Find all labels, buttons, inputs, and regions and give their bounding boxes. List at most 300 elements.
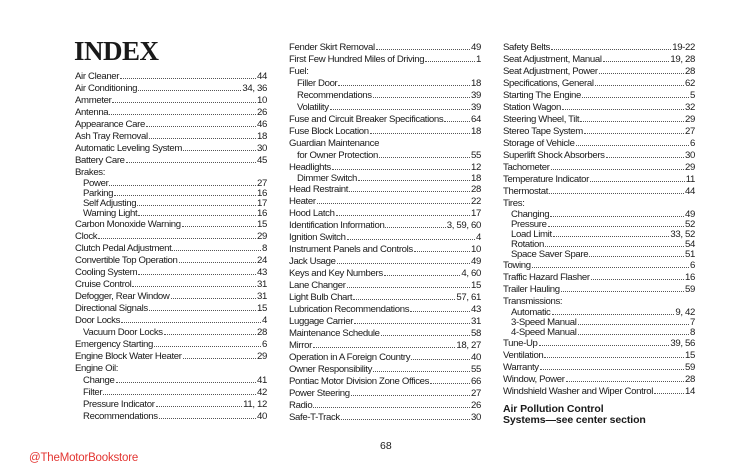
entry-label: Pressure Indicator <box>83 399 155 410</box>
entry-label: Vacuum Door Locks <box>83 327 163 338</box>
entry-label: Emergency Starting <box>75 339 153 350</box>
entry-label: Starting The Engine <box>503 90 581 101</box>
index-entry <box>75 387 267 399</box>
dot-leader <box>116 382 257 383</box>
entry-label: Door Locks <box>75 315 121 326</box>
entry-page: 52 <box>685 219 695 230</box>
entry-label: Radio <box>289 400 313 411</box>
entry-label: Directional Signals <box>75 303 148 314</box>
index-entry <box>503 66 695 78</box>
dot-leader <box>358 180 470 181</box>
dot-leader <box>98 238 256 239</box>
index-entry <box>503 162 695 174</box>
entry-page: 8 <box>262 243 267 254</box>
entry-label: Battery Care <box>75 155 125 166</box>
dot-leader <box>381 335 470 336</box>
dot-leader <box>532 267 689 268</box>
index-entry <box>75 327 267 339</box>
entry-page: 15 <box>257 219 267 230</box>
entry-label: Safety Belts <box>503 42 550 53</box>
dot-leader <box>354 323 470 324</box>
index-entry <box>289 328 481 340</box>
entry-label: Fuse Block Location <box>289 126 369 137</box>
index-entry <box>289 292 481 304</box>
entry-page: 11 <box>685 174 695 185</box>
dot-leader <box>552 314 675 315</box>
index-entry <box>75 155 267 167</box>
entry-label: Heater <box>289 196 316 207</box>
entry-label: Fuse and Circuit Breaker Specifications <box>289 114 444 125</box>
entry-label: Light Bulb Chart <box>289 292 353 303</box>
entry-page: 15 <box>471 280 481 291</box>
entry-page: 28 <box>685 374 695 385</box>
entry-label: Ash Tray Removal <box>75 131 148 142</box>
entry-page: 3, 59, 60 <box>446 220 481 231</box>
entry-page: 66 <box>471 376 481 387</box>
index-entry <box>289 66 481 78</box>
entry-label: Instrument Panels and Controls <box>289 244 413 255</box>
index-entry <box>75 399 267 411</box>
entry-label: Head Restraint <box>289 184 349 195</box>
entry-label: Tachometer <box>503 162 550 173</box>
entry-page: 49 <box>471 42 481 53</box>
page-number: 68 <box>380 440 392 452</box>
entry-page: 16 <box>257 188 267 199</box>
dot-leader <box>590 181 685 182</box>
dot-leader <box>313 407 470 408</box>
entry-page: 44 <box>685 186 695 197</box>
index-entry <box>503 42 695 54</box>
index-entry <box>289 90 481 102</box>
entry-page: 34, 36 <box>242 83 267 94</box>
entry-label: Change <box>83 375 115 386</box>
dot-leader <box>336 215 470 216</box>
entry-label: Ammeter <box>75 95 112 106</box>
entry-label: Safe-T-Track <box>289 412 340 423</box>
entry-page: 29 <box>257 231 267 242</box>
entry-label: Ignition Switch <box>289 232 346 243</box>
entry-page: 29 <box>685 162 695 173</box>
index-entry <box>289 184 481 196</box>
dot-leader <box>578 334 689 335</box>
dot-leader <box>112 102 256 103</box>
dot-leader <box>544 357 684 358</box>
dot-leader <box>103 394 256 395</box>
dot-leader <box>172 250 261 251</box>
dot-leader <box>332 169 470 170</box>
entry-label: Window, Power <box>503 374 565 385</box>
dot-leader <box>149 138 256 139</box>
index-entry <box>75 119 267 131</box>
entry-page: 40 <box>471 352 481 363</box>
index-entry <box>75 243 267 255</box>
entry-label: Clock <box>75 231 98 242</box>
dot-leader <box>347 239 475 240</box>
index-entry <box>289 196 481 208</box>
entry-page: 62 <box>685 78 695 89</box>
entry-page: 33, 52 <box>670 229 695 240</box>
index-entry <box>75 107 267 119</box>
index-entry <box>503 126 695 138</box>
index-entry <box>75 351 267 363</box>
dot-leader <box>589 256 684 257</box>
entry-label: Load Limit <box>511 229 552 240</box>
entry-label: Ventilation <box>503 350 544 361</box>
index-entry <box>75 71 267 83</box>
index-entry <box>503 374 695 386</box>
entry-page: 27 <box>685 126 695 137</box>
dot-leader <box>138 215 256 216</box>
dot-leader <box>551 169 684 170</box>
entry-page: 32 <box>685 102 695 113</box>
dot-leader <box>109 185 256 186</box>
entry-page: 16 <box>257 208 267 219</box>
entry-label: Dimmer Switch <box>297 173 357 184</box>
index-entry <box>75 375 267 387</box>
dot-leader <box>313 347 455 348</box>
entry-page: 45 <box>257 155 267 166</box>
entry-page: 15 <box>685 350 695 361</box>
dot-leader <box>159 418 256 419</box>
dot-leader <box>582 97 689 98</box>
entry-label: Automatic <box>511 307 551 318</box>
dot-leader <box>156 406 243 407</box>
dot-leader <box>351 395 470 396</box>
dot-leader <box>379 157 470 158</box>
entry-page: 55 <box>471 150 481 161</box>
entry-page: 28 <box>685 66 695 77</box>
entry-label: Superlift Shock Absorbers <box>503 150 605 161</box>
index-entry <box>503 78 695 90</box>
entry-label: Self Adjusting <box>83 198 137 209</box>
entry-page: 30 <box>471 412 481 423</box>
entry-page: 31 <box>257 291 267 302</box>
page-title: INDEX <box>74 36 159 66</box>
dot-leader <box>183 358 256 359</box>
entry-page: 41 <box>257 375 267 386</box>
entry-page: 6 <box>690 260 695 271</box>
dot-leader <box>591 279 684 280</box>
entry-page: 44 <box>257 71 267 82</box>
dot-leader <box>114 195 256 196</box>
dot-leader <box>330 109 470 110</box>
entry-page: 1 <box>476 54 481 65</box>
entry-label: Pressure <box>511 219 547 230</box>
dot-leader <box>149 310 256 311</box>
index-entry <box>289 232 481 244</box>
entry-label: Jack Usage <box>289 256 336 267</box>
index-entry <box>289 42 481 54</box>
entry-label: Recommendations <box>297 90 372 101</box>
entry-page: 7 <box>690 317 695 328</box>
entry-page: 43 <box>257 267 267 278</box>
dot-leader <box>138 274 256 275</box>
index-entry <box>289 412 481 424</box>
entry-label: Headlights <box>289 162 331 173</box>
index-entry <box>503 138 695 150</box>
index-entry <box>75 143 267 155</box>
entry-label: Stereo Tape System <box>503 126 583 137</box>
note-line: Systems—see center section <box>503 414 646 426</box>
entry-page: 64 <box>471 114 481 125</box>
entry-page: 19-22 <box>672 42 695 53</box>
entry-label: Operation in A Foreign Country <box>289 352 411 363</box>
entry-page: 9, 42 <box>675 307 695 318</box>
entry-page: 31 <box>471 316 481 327</box>
dot-leader <box>183 150 256 151</box>
index-entry <box>289 352 481 364</box>
entry-page: 59 <box>685 362 695 373</box>
index-entry <box>75 83 267 95</box>
entry-page: 26 <box>257 107 267 118</box>
entry-label: Filler Door <box>297 78 338 89</box>
index-entry <box>503 350 695 362</box>
index-entry <box>75 303 267 315</box>
entry-label: Identification Information <box>289 220 385 231</box>
dot-leader <box>550 216 684 217</box>
entry-label: Lane Changer <box>289 280 346 291</box>
dot-leader <box>109 114 256 115</box>
index-entry <box>289 114 481 126</box>
dot-leader <box>337 263 470 264</box>
entry-page: 24 <box>257 255 267 266</box>
dot-leader <box>132 286 256 287</box>
entry-label: First Few Hundred Miles of Driving <box>289 54 425 65</box>
entry-label: Windshield Washer and Wiper Control <box>503 386 654 397</box>
dot-leader <box>126 162 256 163</box>
index-entry <box>503 386 695 398</box>
dot-leader <box>341 419 470 420</box>
entry-page: 57, 61 <box>456 292 481 303</box>
dot-leader <box>566 381 684 382</box>
entry-label: Space Saver Spare <box>511 249 589 260</box>
entry-page: 18 <box>257 131 267 142</box>
index-entry <box>503 186 695 198</box>
entry-page: 22 <box>471 196 481 207</box>
entry-label: Changing <box>511 209 550 220</box>
dot-leader <box>430 383 470 384</box>
index-entry <box>289 150 481 162</box>
dot-leader <box>576 145 689 146</box>
entry-label: Convertible Top Operation <box>75 255 178 266</box>
index-entry <box>503 328 695 338</box>
entry-label: 4-Speed Manual <box>511 327 577 338</box>
entry-label: Tune-Up <box>503 338 538 349</box>
entry-page: 11, 12 <box>243 399 267 410</box>
entry-label: Maintenance Schedule <box>289 328 380 339</box>
dot-leader <box>154 346 261 347</box>
index-entry <box>503 260 695 272</box>
index-entry <box>503 250 695 260</box>
entry-page: 30 <box>685 150 695 161</box>
dot-leader <box>164 334 256 335</box>
entry-page: 42 <box>257 387 267 398</box>
dot-leader <box>595 85 684 86</box>
entry-label: Cooling System <box>75 267 138 278</box>
entry-page: 6 <box>690 138 695 149</box>
entry-page: 55 <box>471 364 481 375</box>
entry-page: 28 <box>471 184 481 195</box>
dot-leader <box>580 121 684 122</box>
index-entry <box>75 267 267 279</box>
dot-leader <box>353 299 455 300</box>
entry-label: Traffic Hazard Flasher <box>503 272 590 283</box>
dot-leader <box>425 61 475 62</box>
index-entry <box>289 376 481 388</box>
air-pollution-note <box>503 404 695 426</box>
dot-leader <box>376 49 470 50</box>
entry-label: Engine Block Water Heater <box>75 351 182 362</box>
entry-label: Volatility <box>297 102 329 113</box>
entry-label: Transmissions: <box>503 296 563 307</box>
index-entry <box>503 54 695 66</box>
dot-leader <box>338 85 470 86</box>
index-entry <box>289 244 481 256</box>
entry-label: Luggage Carrier <box>289 316 354 327</box>
entry-page: 26 <box>471 400 481 411</box>
entry-page: 30 <box>257 143 267 154</box>
entry-page: 8 <box>690 327 695 338</box>
dot-leader <box>539 345 670 346</box>
entry-label: Fender Skirt Removal <box>289 42 375 53</box>
entry-page: 39 <box>471 102 481 113</box>
dot-leader <box>171 298 257 299</box>
index-entry <box>75 231 267 243</box>
dot-leader <box>545 246 684 247</box>
dot-leader <box>120 78 256 79</box>
index-entry <box>75 339 267 351</box>
entry-label: Brakes: <box>75 167 106 178</box>
entry-page: 39 <box>471 90 481 101</box>
entry-page: 49 <box>685 209 695 220</box>
entry-label: Antenna <box>75 107 109 118</box>
entry-page: 29 <box>685 114 695 125</box>
dot-leader <box>317 203 470 204</box>
entry-label: Towing <box>503 260 531 271</box>
entry-label: Seat Adjustment, Manual <box>503 54 602 65</box>
entry-page: 59 <box>685 284 695 295</box>
entry-page: 46 <box>257 119 267 130</box>
index-entry <box>75 131 267 143</box>
entry-page: 17 <box>257 198 267 209</box>
index-entry <box>289 138 481 150</box>
dot-leader <box>444 121 470 122</box>
entry-label: Automatic Leveling System <box>75 143 182 154</box>
dot-leader <box>347 287 470 288</box>
index-entry <box>503 90 695 102</box>
entry-label: Hood Latch <box>289 208 335 219</box>
entry-page: 49 <box>471 256 481 267</box>
index-entry <box>503 284 695 296</box>
index-entry <box>503 102 695 114</box>
entry-page: 31 <box>257 279 267 290</box>
entry-label: Steering Wheel, Tilt <box>503 114 580 125</box>
entry-label: Appearance Care <box>75 119 145 130</box>
index-entry <box>75 411 267 423</box>
index-entry <box>75 363 267 375</box>
entry-label: Trailer Hauling <box>503 284 560 295</box>
dot-leader <box>578 324 689 325</box>
entry-label: Seat Adjustment, Power <box>503 66 598 77</box>
dot-leader <box>384 275 461 276</box>
index-entry <box>75 95 267 107</box>
entry-label: Pontiac Motor Division Zone Offices <box>289 376 430 387</box>
entry-page: 4, 60 <box>461 268 481 279</box>
index-entry <box>289 102 481 114</box>
index-entry <box>289 388 481 400</box>
entry-label: Warranty <box>503 362 539 373</box>
index-entry <box>289 340 481 352</box>
entry-label: Owner Responsibility <box>289 364 373 375</box>
entry-label: Thermostat <box>503 186 549 197</box>
entry-label: Filter <box>83 387 103 398</box>
index-entry <box>75 279 267 291</box>
index-entry <box>503 338 695 350</box>
index-entry <box>289 220 481 232</box>
dot-leader <box>138 90 241 91</box>
entry-label: Air Cleaner <box>75 71 120 82</box>
index-entry <box>503 114 695 126</box>
entry-label: Rotation <box>511 239 544 250</box>
entry-page: 4 <box>262 315 267 326</box>
entry-label: Warning Light <box>83 208 138 219</box>
dot-leader <box>603 61 670 62</box>
dot-leader <box>414 251 470 252</box>
dot-leader <box>606 157 684 158</box>
dot-leader <box>411 359 470 360</box>
dot-leader <box>540 369 684 370</box>
dot-leader <box>654 393 684 394</box>
dot-leader <box>373 97 470 98</box>
entry-label: Keys and Key Numbers <box>289 268 383 279</box>
entry-label: Cruise Control <box>75 279 132 290</box>
dot-leader <box>385 227 445 228</box>
dot-leader <box>370 133 470 134</box>
entry-page: 10 <box>471 244 481 255</box>
entry-label: Power Steering <box>289 388 350 399</box>
index-entry <box>503 174 695 186</box>
entry-page: 14 <box>685 386 695 397</box>
entry-label: Carbon Monoxide Warning <box>75 219 181 230</box>
index-entry <box>289 78 481 90</box>
entry-page: 40 <box>257 411 267 422</box>
dot-leader <box>561 291 684 292</box>
index-column-1 <box>75 71 267 423</box>
entry-label: Engine Oil: <box>75 363 119 374</box>
entry-page: 18 <box>471 126 481 137</box>
dot-leader <box>551 49 671 50</box>
entry-label: Tires: <box>503 198 525 209</box>
index-entry <box>289 400 481 412</box>
entry-page: 39, 56 <box>670 338 695 349</box>
index-entry <box>75 209 267 219</box>
dot-leader <box>373 371 470 372</box>
index-entry <box>503 362 695 374</box>
entry-page: 28 <box>257 327 267 338</box>
entry-label: Power <box>83 178 109 189</box>
dot-leader <box>549 193 684 194</box>
entry-label: Fuel: <box>289 66 309 77</box>
dot-leader <box>553 236 670 237</box>
dot-leader <box>182 226 256 227</box>
entry-page: 54 <box>685 239 695 250</box>
entry-label: Clutch Pedal Adjustment <box>75 243 172 254</box>
entry-label: Lubrication Recommendations <box>289 304 410 315</box>
note-line: Air Pollution Control <box>503 403 604 415</box>
entry-label: 3-Speed Manual <box>511 317 577 328</box>
entry-page: 43 <box>471 304 481 315</box>
index-entry <box>289 208 481 220</box>
